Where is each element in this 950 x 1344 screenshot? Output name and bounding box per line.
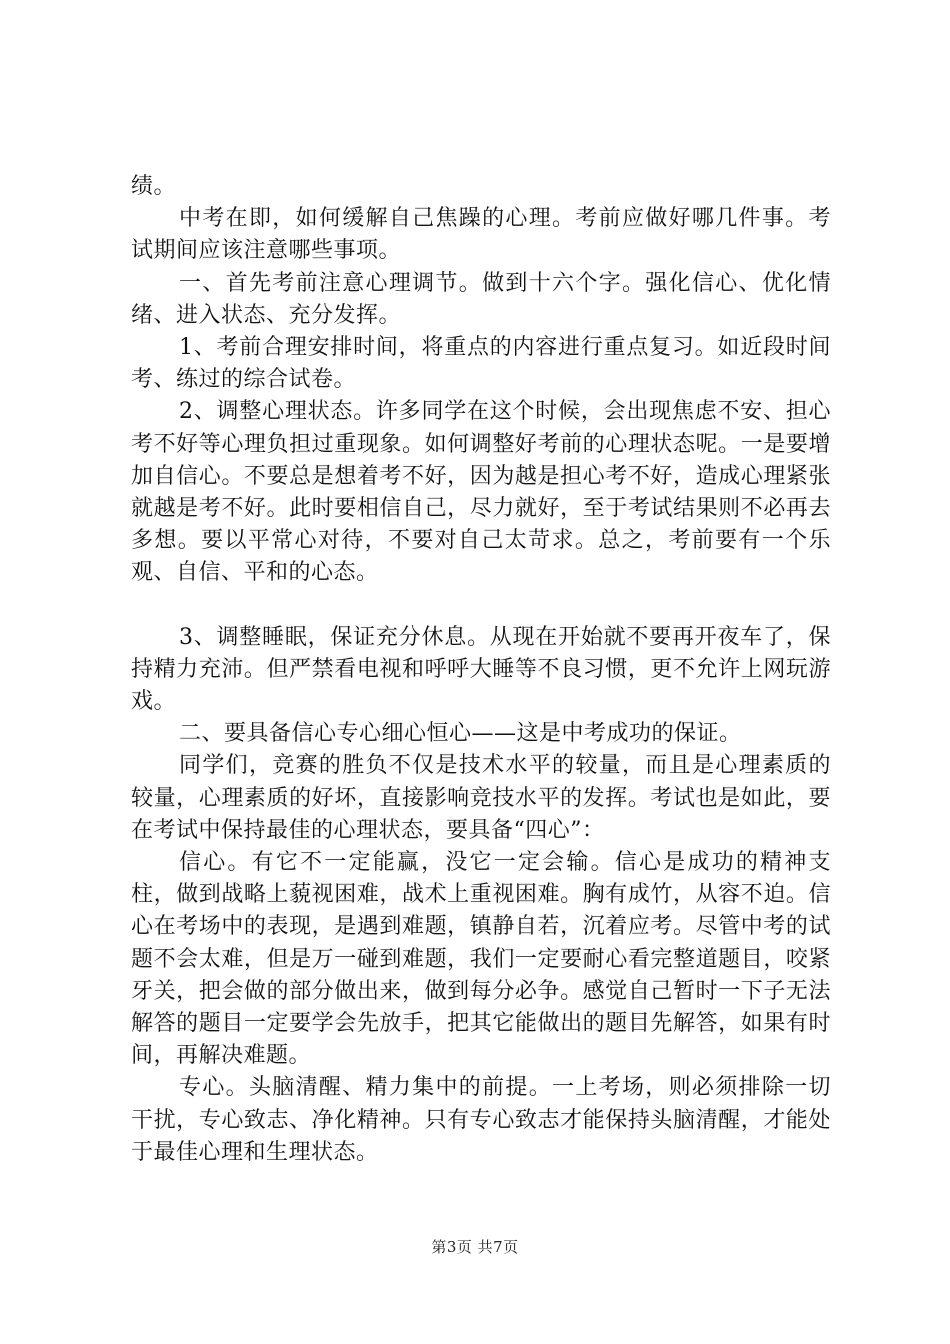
paragraph-item-2: 2、调整心理状态。许多同学在这个时候，会出现焦虑不安、担心考不好等心理负担过重现象。如何调整好考前的心理状态呢。一是要增加自信心。不要总是想着考不好，因为越是担心考不好，造成心理紧张就越是考不好。此时要相信自己，尽力就好，至于考试结果则不必再去多想。要以平常心对待，不要对自己太苛求。总之，考前要有一个乐观、自信、平和的心态。 (131, 399, 831, 586)
paragraph-four-hearts-intro: 同学们，竞赛的胜负不仅是技术水平的较量，而且是心理素质的较量，心理素质的好坏，直接影响竞技水平的发挥。考试也是如此，要在考试中保持最佳的心理状态，要具备“四心”： (131, 753, 831, 843)
document-body (131, 171, 831, 1169)
paragraph-continuation: 绩。 (131, 174, 177, 199)
page-footer: 第3页 共7页 (431, 1238, 519, 1256)
paragraph-intro: 中考在即，如何缓解自己焦躁的心理。考前应做好哪几件事。考试期间应该注意哪些事项。 (131, 206, 831, 264)
paragraph-section-two-heading: 二、要具备信心专心细心恒心——这是中考成功的保证。 (179, 721, 742, 747)
paragraph-section-one-heading: 一、首先考前注意心理调节。做到十六个字。强化信心、优化情绪、进入状态、充分发挥。 (131, 270, 831, 328)
paragraph-confidence: 信心。有它不一定能赢，没它一定会输。信心是成功的精神支柱，做到战略上藐视困难，战术上重视困难。胸有成竹，从容不迫。信心在考场中的表现，是遇到难题，镇静自若，沉着应考。尽管中考的试题不会太难，但是万一碰到难题，我们一定要耐心看完整道题目，咬紧牙关，把会做的部分做出来，做到每分必争。感觉自己暂时一下子无法解答的题目一定要学会先放手，把其它能做出的题目先解答，如果有时间，再解决难题。 (131, 850, 831, 1069)
paragraph-focus: 专心。头脑清醒、精力集中的前提。一上考场，则必须排除一切干扰，专心致志、净化精神。只有专心致志才能保持头脑清醒，才能处于最佳心理和生理状态。 (131, 1075, 831, 1165)
paragraph-item-1: 1、考前合理安排时间，将重点的内容进行重点复习。如近段时间考、练过的综合试卷。 (131, 335, 831, 393)
paragraph-item-3: 3、调整睡眠，保证充分休息。从现在开始就不要再开夜车了，保持精力充沛。但严禁看电视和呼呼大睡等不良习惯，更不允许上网玩游戏。 (131, 624, 831, 715)
